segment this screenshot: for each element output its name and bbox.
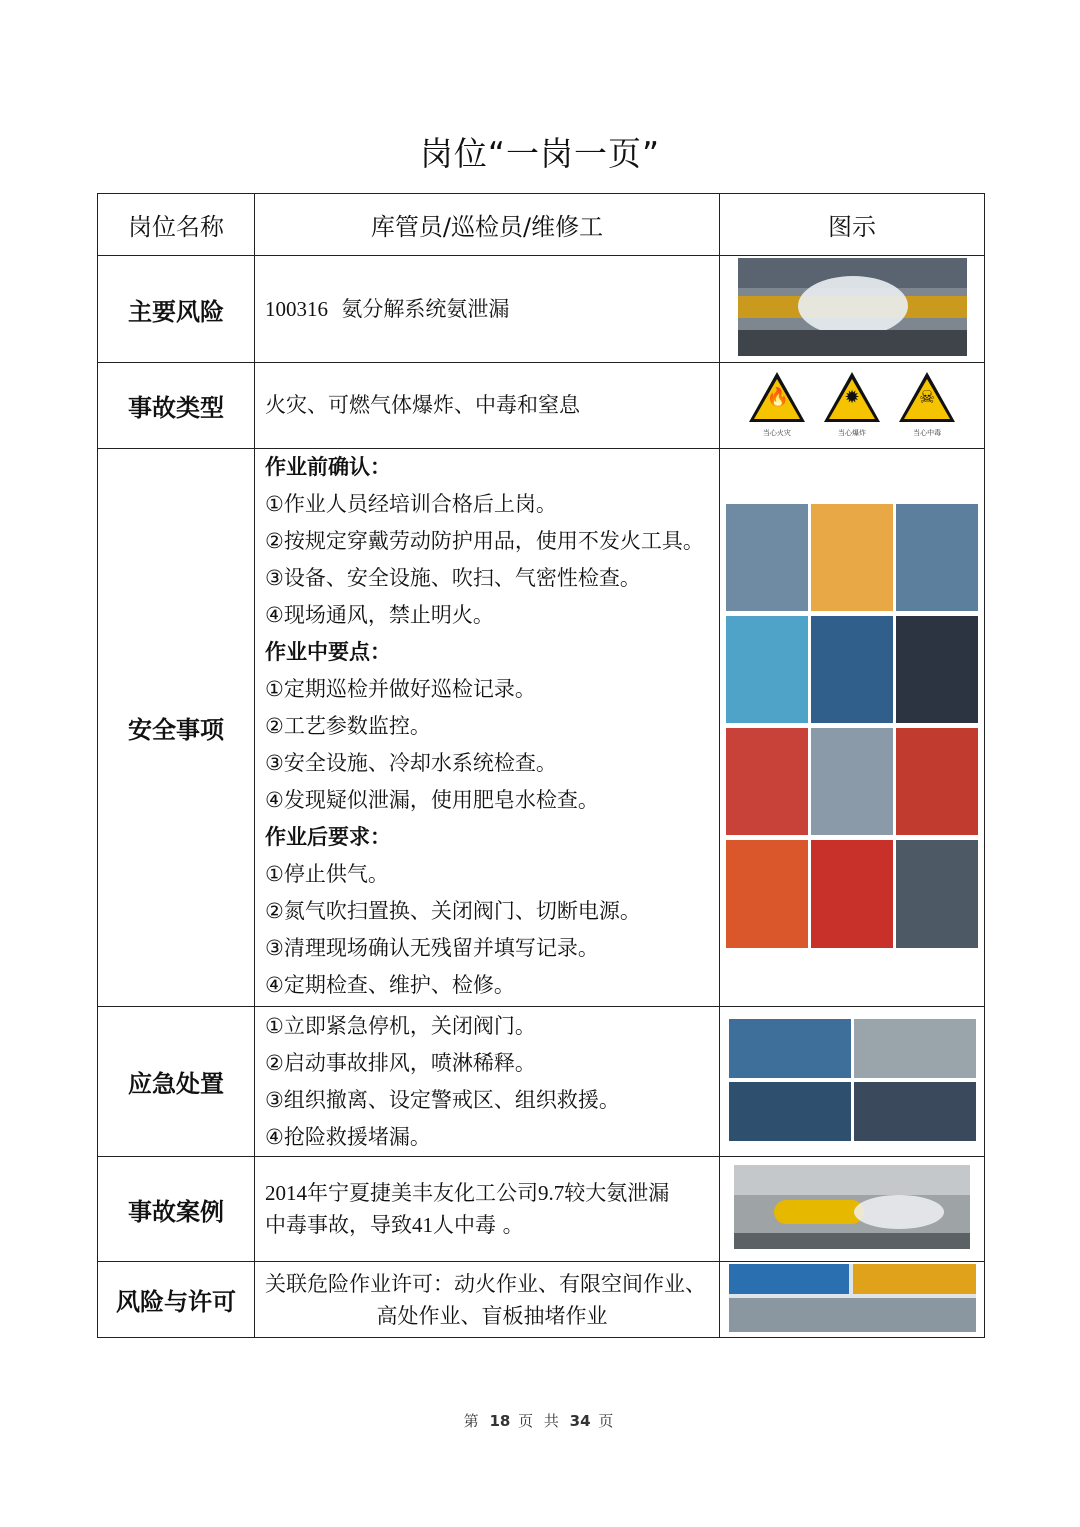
safety-text [255, 449, 720, 1007]
emergency-item: ③组织撤离、设定警戒区、组织救援。 [265, 1087, 620, 1112]
permit-text [255, 1262, 720, 1338]
page-footer: 第 18 页 共 34 页 [463, 1412, 617, 1430]
emergency-item: ④抢险救援堵漏。 [265, 1124, 431, 1149]
during-item: ①定期巡检并做好巡检记录。 [265, 677, 536, 701]
before-item: ④现场通风，禁止明火。 [265, 603, 494, 627]
permit-photo [729, 1264, 976, 1332]
during-item: ③安全设施、冷却水系统检查。 [265, 751, 557, 775]
emergency-photo-grid [729, 1019, 976, 1141]
case-image-cell [720, 1157, 985, 1262]
before-item: ②按规定穿戴劳动防护用品，使用不发火工具。 [265, 529, 704, 553]
header-position-label: 岗位名称 [98, 194, 255, 256]
permit-line-1: 关联危险作业许可：动火作业、有限空间作业、 [265, 1271, 706, 1296]
main-risk-text [255, 256, 720, 363]
header-illustration-label: 图示 [720, 194, 985, 256]
accident-type-text: 火灾、可燃气体爆炸、中毒和窒息 [255, 363, 720, 449]
total-pages: 34 [569, 1412, 591, 1430]
header-position-value: 库管员/巡检员/维修工 [255, 194, 720, 256]
ammonia-leak-photo [738, 258, 967, 356]
after-item: ③清理现场确认无残留并填写记录。 [265, 936, 599, 960]
after-item: ④定期检查、维护、检修。 [265, 973, 515, 997]
post-table [97, 193, 985, 1338]
case-line-1: 2014年宁夏捷美丰友化工公司9.7较大氨泄漏 [265, 1181, 670, 1205]
safety-image-cell [720, 449, 985, 1007]
case-row [98, 1157, 985, 1262]
before-title: 作业前确认： [265, 455, 391, 479]
flame-icon: 🔥 [766, 387, 790, 408]
after-item: ①停止供气。 [265, 862, 389, 886]
risk-code: 100316 [265, 296, 328, 321]
during-title: 作业中要点： [265, 640, 391, 664]
poison-warning-sign: ☠ 当心中毒 [896, 372, 958, 438]
explosion-icon: ✹ [844, 387, 860, 408]
emergency-image-cell [720, 1007, 985, 1157]
page-title: 岗位“一岗一页” [419, 134, 661, 173]
current-page: 18 [489, 1412, 511, 1430]
emergency-row [98, 1007, 985, 1157]
before-item: ①作业人员经培训合格后上岗。 [265, 492, 557, 516]
permit-image-cell [720, 1262, 985, 1338]
fire-warning-sign: 🔥 当心火灾 [746, 372, 808, 438]
safety-photo-grid [726, 504, 978, 948]
emergency-item: ②启动事故排风，喷淋稀释。 [265, 1050, 536, 1075]
emergency-label: 应急处置 [98, 1007, 255, 1157]
emergency-text [255, 1007, 720, 1157]
risk-description: 氨分解系统氨泄漏 [341, 296, 510, 321]
main-risk-label: 主要风险 [98, 256, 255, 363]
accident-type-row [98, 363, 985, 449]
permit-row [98, 1262, 985, 1338]
case-line-2: 中毒事故，导致41人中毒 。 [265, 1213, 524, 1237]
accident-type-label: 事故类型 [98, 363, 255, 449]
permit-label: 风险与许可 [98, 1262, 255, 1338]
during-item: ②工艺参数监控。 [265, 714, 431, 738]
case-text [255, 1157, 720, 1262]
safety-label: 安全事项 [98, 449, 255, 1007]
during-item: ④发现疑似泄漏，使用肥皂水检查。 [265, 788, 599, 812]
after-title: 作业后要求： [265, 825, 391, 849]
permit-line-2: 高处作业、盲板抽堵作业 [376, 1303, 608, 1328]
case-photo [734, 1165, 970, 1249]
emergency-item: ①立即紧急停机，关闭阀门。 [265, 1013, 536, 1038]
explosion-warning-sign: ✹ 当心爆炸 [821, 372, 883, 438]
skull-icon: ☠ [919, 387, 936, 408]
header-row [98, 194, 985, 256]
main-risk-image-cell [720, 256, 985, 363]
case-label: 事故案例 [98, 1157, 255, 1262]
main-risk-row [98, 256, 985, 363]
after-item: ②氮气吹扫置换、关闭阀门、切断电源。 [265, 899, 641, 923]
safety-row [98, 449, 985, 1007]
warning-signs-cell [720, 363, 985, 449]
before-item: ③设备、安全设施、吹扫、气密性检查。 [265, 566, 641, 590]
